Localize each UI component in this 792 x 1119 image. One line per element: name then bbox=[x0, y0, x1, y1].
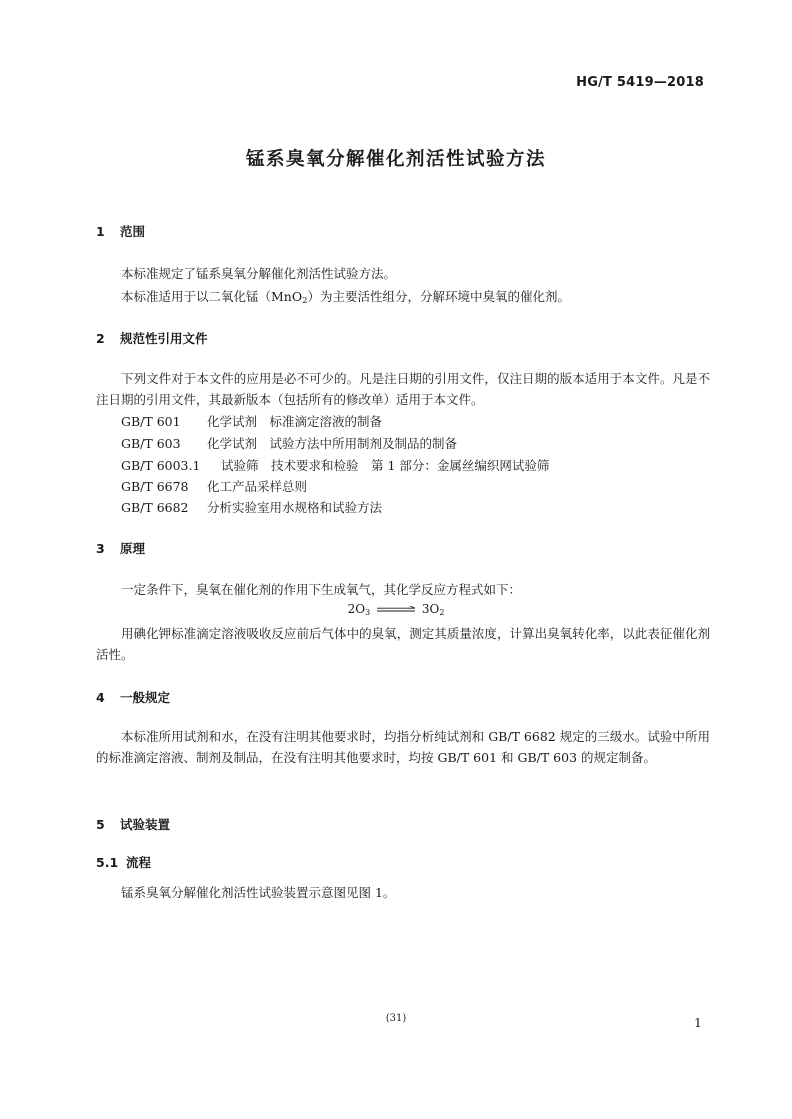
section-title: 试验装置 bbox=[120, 817, 171, 832]
standard-code: HG/T 5419—2018 bbox=[576, 75, 704, 90]
section-title: 范围 bbox=[120, 224, 146, 239]
subsection-5-1-heading bbox=[96, 853, 151, 871]
section-4-heading bbox=[96, 688, 170, 706]
general-rules-paragraph: 本标准所用试剂和水，在没有注明其他要求时，均指分析纯试剂和 GB/T 6682 规定的三级水。试验中所用的标准滴定溶液、制剂及制品，在没有注明其他要求时，均按 GB/T 601 和 GB/T 603 的规定制备。 bbox=[96, 729, 710, 765]
subscript: 2 bbox=[439, 608, 445, 617]
reference-code: GB/T 601 bbox=[121, 414, 181, 429]
reference-title: 化学试剂 试验方法中所用制剂及制品的制备 bbox=[207, 436, 458, 451]
reference-title: 化学试剂 标准滴定溶液的制备 bbox=[207, 414, 383, 429]
scope-line-2-text: 本标准适用于以二氧化锰（MnO bbox=[121, 289, 303, 304]
section-number: 2 bbox=[96, 331, 105, 346]
section-title: 一般规定 bbox=[120, 690, 171, 705]
reference-item bbox=[121, 477, 307, 495]
reference-item bbox=[121, 434, 457, 452]
subscript: 2 bbox=[302, 296, 308, 306]
section-5-heading bbox=[96, 815, 170, 833]
page-number: 1 bbox=[694, 1015, 702, 1030]
section-title: 规范性引用文件 bbox=[120, 331, 208, 346]
section-number: 5 bbox=[96, 817, 105, 832]
equation-lhs: 2O bbox=[347, 602, 366, 616]
page-mark: (31) bbox=[385, 1013, 407, 1024]
section-1-heading bbox=[96, 222, 145, 240]
equation-rhs: 3O bbox=[421, 602, 440, 616]
scope-line-2 bbox=[121, 287, 570, 306]
section-number: 1 bbox=[96, 224, 105, 239]
reference-code: GB/T 6682 bbox=[121, 500, 189, 515]
references-intro: 下列文件对于本文件的应用是必不可少的。凡是注日期的引用文件，仅注日期的版本适用于本文件。凡是不注日期的引用文件，其最新版本（包括所有的修改单）适用于本文件。 bbox=[96, 371, 710, 407]
section-number: 3 bbox=[96, 541, 105, 556]
scope-line-2-tail: ）为主要活性组分，分解环境中臭氧的催化剂。 bbox=[307, 289, 571, 304]
section-title: 原理 bbox=[120, 541, 146, 556]
reference-title: 分析实验室用水规格和试验方法 bbox=[207, 500, 383, 515]
document-title: 锰系臭氧分解催化剂活性试验方法 bbox=[245, 149, 546, 170]
principle-line-1: 一定条件下，臭氧在催化剂的作用下生成氧气，其化学反应方程式如下： bbox=[121, 582, 522, 597]
section-2-heading bbox=[96, 329, 208, 347]
reference-code: GB/T 603 bbox=[121, 436, 181, 451]
reference-item bbox=[121, 498, 382, 516]
process-line-1: 锰系臭氧分解催化剂活性试验装置示意图见图 1。 bbox=[121, 885, 396, 900]
reference-title: 试验筛 技术要求和检验 第 1 部分：金属丝编织网试验筛 bbox=[221, 458, 550, 473]
subscript: 3 bbox=[365, 608, 371, 617]
equilibrium-arrow-icon bbox=[376, 606, 416, 613]
section-3-heading bbox=[96, 539, 145, 557]
principle-paragraph: 用碘化钾标准滴定溶液吸收反应前后气体中的臭氧，测定其质量浓度，计算出臭氧转化率，以此表征催化剂活性。 bbox=[96, 626, 710, 662]
reference-item bbox=[121, 412, 382, 430]
reference-title: 化工产品采样总则 bbox=[207, 479, 308, 494]
reference-code: GB/T 6678 bbox=[121, 479, 189, 494]
section-number: 5.1 bbox=[96, 855, 119, 870]
reference-item bbox=[121, 456, 549, 474]
reference-code: GB/T 6003.1 bbox=[121, 458, 201, 473]
scope-line-1: 本标准规定了锰系臭氧分解催化剂活性试验方法。 bbox=[121, 266, 397, 281]
reaction-equation bbox=[0, 602, 792, 617]
section-title: 流程 bbox=[126, 855, 152, 870]
section-number: 4 bbox=[96, 690, 105, 705]
